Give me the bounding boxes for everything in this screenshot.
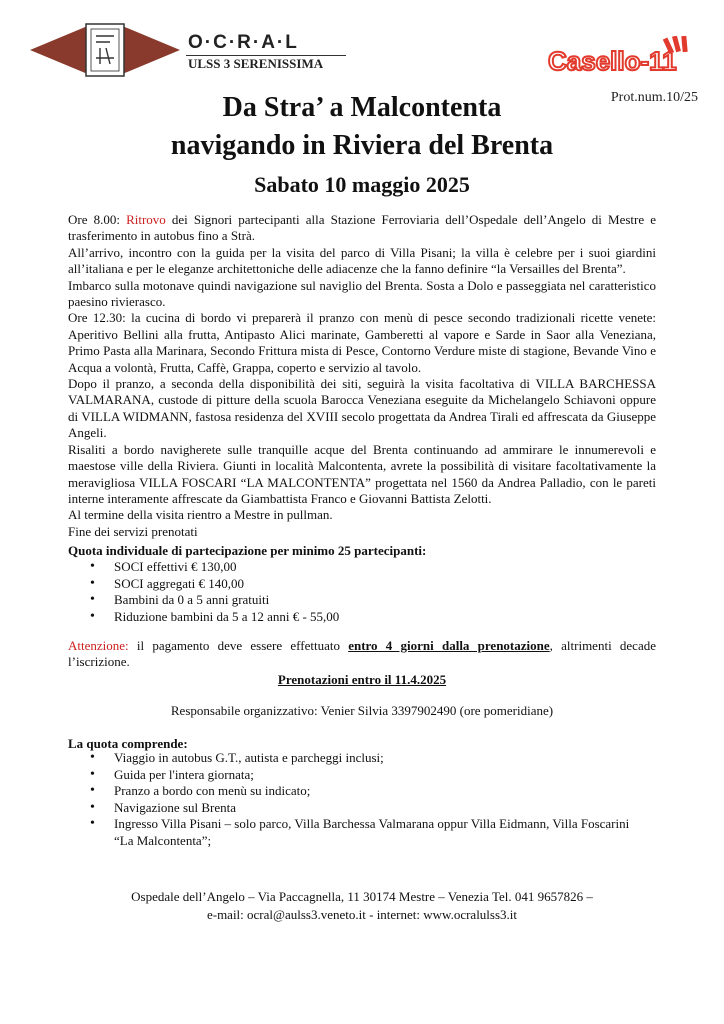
program-paragraph: Imbarco sulla motonave quindi navigazione sul naviglio del Brenta. Sosta a Dolo e passeggiata nel caratteristico paesino rivierasco. (68, 277, 656, 310)
ocral-subtitle: ULSS 3 SERENISSIMA (188, 56, 324, 71)
protocol-number: Prot.num.10/25 (610, 90, 698, 105)
program-paragraph: Dopo il pranzo, a seconda della disponibilità dei siti, seguirà la visita facoltativa di VILLA BARCHESSA VALMARANA, custode di pitture della scuola Barocca Veneziana eseguite da Michelangelo Schiavoni oppure di VILLA WIDMANN, fastosa residenza del XVIII secolo progettata da Andrea Tirali ed affrescata da Giuseppe Angeli. (68, 376, 656, 441)
svg-text:Casello-11: Casello-11 (548, 46, 677, 76)
footer-address: Ospedale dell’Angelo – Via Paccagnella, 11 30174 Mestre – Venezia Tel. 041 9657826 – (131, 889, 593, 904)
payment-deadline: entro 4 giorni dalla prenotazione (348, 638, 550, 653)
list-item: • Viaggio in autobus G.T., autista e parcheggi inclusi; (90, 750, 650, 767)
list-item: • SOCI aggregati € 140,00 (90, 576, 339, 593)
includes-list (90, 750, 650, 850)
program-paragraph: Al termine della visita rientro a Mestre in pullman. (68, 507, 333, 523)
list-item: • Pranzo a bordo con menù su indicato; (90, 783, 650, 800)
list-item: • SOCI effettivi € 130,00 (90, 559, 339, 576)
ocral-emblem-icon (30, 22, 180, 78)
program-paragraph: Risaliti a bordo navigherete sulle tranquille acque del Brenta continuando ad ammirare le innumerevoli e maestose ville della Riviera. Giunti in località Malcontenta, avrete la possibilità di visitare facoltativamente la meravigliosa VILLA FOSCARI “LA MALCONTENTA” progettata nel 1560 da Andrea Palladio, con le pareti interne interamente affrescate da Giambattista Franco e Giovanni Battista Zelotti. (68, 441, 656, 506)
list-item: • Bambini da 0 a 5 anni gratuiti (90, 592, 339, 609)
ocral-name: O·C·R·A·L (188, 32, 299, 53)
casello-11-logo-icon (546, 36, 696, 80)
quota-heading: Quota individuale di partecipazione per minimo 25 partecipanti: (68, 543, 427, 558)
list-item: • Navigazione sul Brenta (90, 800, 650, 817)
footer-contacts: e-mail: ocral@aulss3.veneto.it - internet: www.ocralulss3.it (206, 907, 518, 922)
quota-list (90, 559, 339, 625)
booking-deadline: Prenotazioni entro il 11.4.2025 (277, 672, 447, 687)
attention-notice: Attenzione: il pagamento deve essere effettuato entro 4 giorni dalla prenotazione, altrimenti decade l’iscrizione. (68, 638, 656, 669)
includes-heading: La quota comprende: (68, 736, 188, 751)
program-paragraph: Fine dei servizi prenotati (68, 523, 198, 539)
event-date: Sabato 10 maggio 2025 (254, 172, 470, 197)
attention-label: Attenzione: (68, 638, 129, 653)
list-item: • Guida per l'intera giornata; (90, 767, 650, 784)
program-paragraph: Ore 8.00: Ritrovo dei Signori partecipanti alla Stazione Ferroviaria dell’Ospedale dell’Angelo di Mestre e trasferimento in autobus fino a Strà. (68, 212, 656, 244)
footer (0, 888, 724, 924)
organizer-contact: Responsabile organizzativo: Venier Silvia 3397902490 (ore pomeridiane) (170, 703, 554, 718)
letterhead (0, 0, 724, 105)
list-item: • Riduzione bambini da 5 a 12 anni € - 55,00 (90, 609, 339, 626)
list-item: • Ingresso Villa Pisani – solo parco, Villa Barchessa Valmarana oppur Villa Eidmann, Villa Foscarini “La Malcontenta”; (90, 816, 650, 849)
page-title: Da Stra’ a Malcontenta (222, 92, 502, 123)
page-title-line2: navigando in Riviera del Brenta (170, 130, 554, 161)
program-paragraph: Ore 12.30: la cucina di bordo vi preparerà il pranzo con menù di pesce secondo tradizionali ricette venete: Aperitivo Bellini alla frutta, Antipasto Alici marinate, Gamberetti al vapore e Sarde in Saor alla Veneziana, Primo Pasta alla Marinara, Secondo Frittura mista di Pesce, Contorno Verdure miste di stagione, Bevande Vino e Acqua a volontà, Frutta, Caffè, Grappa, coperto e servizio al tavolo. (68, 310, 656, 375)
program-text (68, 212, 656, 540)
program-paragraph: All’arrivo, incontro con la guida per la visita del parco di Villa Pisani; la villa è celebre per i suoi giardini all’italiana e per le eleganze architettoniche delle adiacenze che la fanno definire “la Versailles del Brenta”. (68, 244, 656, 277)
ocral-logo (30, 22, 350, 82)
